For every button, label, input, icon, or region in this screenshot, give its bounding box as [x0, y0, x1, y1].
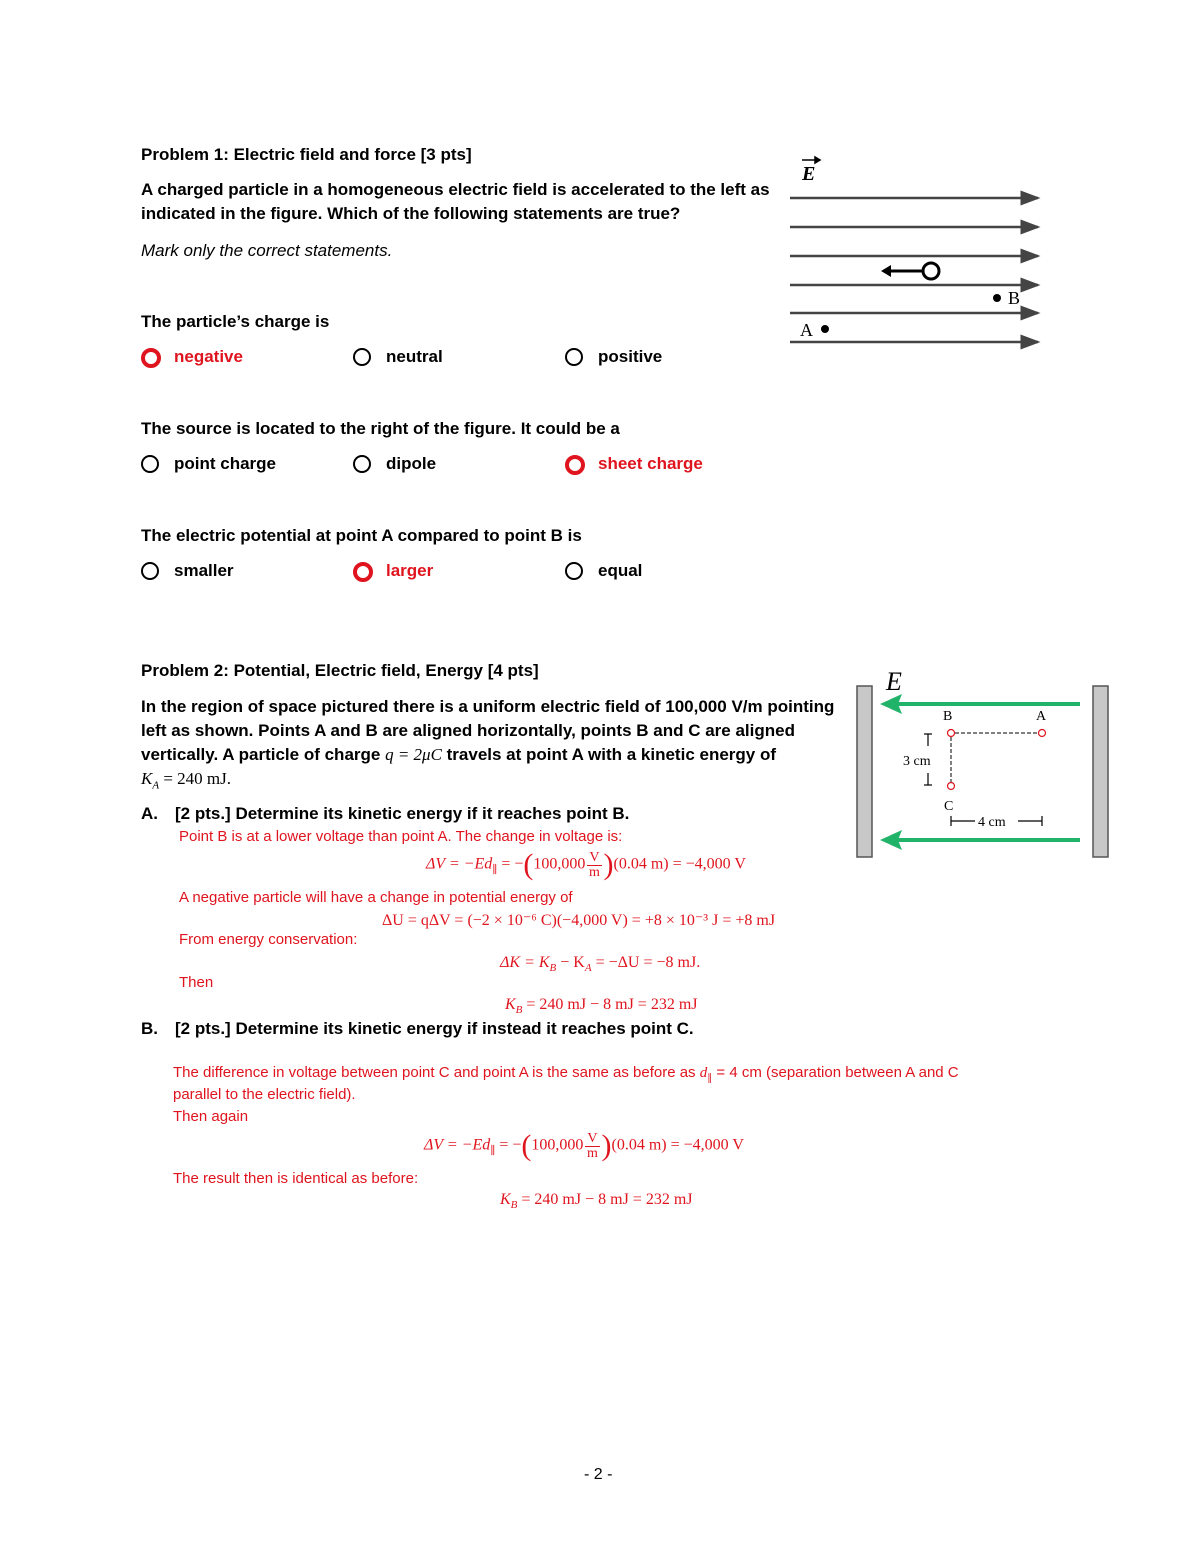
- charge-value: q = 2μC: [385, 745, 442, 764]
- option-dipole[interactable]: dipole: [386, 454, 437, 473]
- partB-eq1: $\Delta V = -Ed_\parallel = -(100,000$ $\frac{V}{m}$ )(0.04 m) = −4,000 V: [424, 1129, 744, 1162]
- partA-label: A.: [141, 804, 158, 823]
- radio-equal[interactable]: [565, 562, 583, 580]
- partB-line2: parallel to the electric field).: [173, 1086, 356, 1103]
- vertical-distance-label: 3 cm: [903, 754, 931, 769]
- problem1-intro-line2: indicated in the figure. Which of the following statements are true?: [141, 204, 681, 223]
- option-positive[interactable]: positive: [598, 347, 663, 366]
- problem2-intro-line2: left as shown. Points A and B are aligned horizontally, points B and C are aligned: [141, 721, 795, 740]
- radio-neutral[interactable]: [353, 348, 371, 366]
- partB-label: B.: [141, 1019, 158, 1038]
- partB-line1: The difference in voltage between point C and point A is the same as before as $d_\parallel = 4$ cm (separation between A and C: [173, 1064, 959, 1084]
- radio-point-charge[interactable]: [141, 455, 159, 473]
- point-b-marker: [948, 730, 955, 737]
- question2-prompt: The source is located to the right of the figure. It could be a: [141, 419, 620, 438]
- problem1-instruction: Mark only the correct statements.: [141, 241, 393, 260]
- partA-eq4: $K_B = 240$ mJ − 8 mJ = 232 mJ: [505, 996, 698, 1017]
- field-label-e: E: [886, 667, 902, 696]
- problem2-intro-line1: In the region of space pictured there is a uniform electric field of 100,000 V/m pointing: [141, 697, 835, 716]
- point-c-marker: [948, 783, 955, 790]
- problem1-field-figure: [780, 150, 1050, 360]
- radio-positive[interactable]: [565, 348, 583, 366]
- problem1-intro-line1: A charged particle in a homogeneous electric field is accelerated to the left as: [141, 180, 770, 199]
- partB-line4: The result then is identical as before:: [173, 1170, 419, 1187]
- particle: [923, 263, 939, 279]
- field-arrow-bottom: [880, 830, 1080, 850]
- radio-smaller[interactable]: [141, 562, 159, 580]
- partA-line4: Then: [179, 974, 214, 991]
- option-sheet-charge[interactable]: sheet charge: [598, 454, 703, 473]
- partB-line3: Then again: [173, 1108, 249, 1125]
- problem2-intro-ke: $K_A = 240$ mJ.: [141, 769, 232, 792]
- question1-prompt: The particle’s charge is: [141, 312, 330, 331]
- partA-line2: A negative particle will have a change in potential energy of: [179, 889, 573, 906]
- point-c-label: C: [944, 799, 954, 814]
- partA-line3: From energy conservation:: [179, 931, 358, 948]
- partB-eq2: $K_B = 240$ mJ − 8 mJ = 232 mJ: [500, 1191, 693, 1212]
- problem2-title: Problem 2: Potential, Electric field, Energy [4 pts]: [141, 661, 539, 680]
- problem2-intro-line3: vertically. A particle of charge q = 2μC travels at point A with a kinetic energy of: [141, 745, 777, 764]
- problem1-title: Problem 1: Electric field and force [3 pts]: [141, 145, 472, 164]
- partA-eq1: $\Delta V = -Ed_\parallel = -(100,000$ $\frac{V}{m}$ )(0.04 m) = −4,000 V: [426, 848, 746, 881]
- partB-question: [2 pts.] Determine its kinetic energy if instead it reaches point C.: [175, 1019, 694, 1038]
- radio-negative[interactable]: [141, 348, 161, 368]
- option-negative[interactable]: negative: [174, 347, 243, 366]
- point-b-label: B: [943, 709, 953, 724]
- field-label-e: E: [802, 163, 816, 185]
- question3-prompt: The electric potential at point A compared to point B is: [141, 526, 582, 545]
- page-number: - 2 -: [584, 1466, 613, 1483]
- radio-dipole[interactable]: [353, 455, 371, 473]
- point-b-dot: [993, 294, 1001, 302]
- radio-sheet-charge[interactable]: [565, 455, 585, 475]
- partA-eq3: $\Delta K = K_B - K_A = -\Delta U = -8$ mJ.: [500, 954, 701, 975]
- option-equal[interactable]: equal: [598, 561, 643, 580]
- partA-question: [2 pts.] Determine its kinetic energy if it reaches point B.: [175, 804, 630, 823]
- particle-with-force-arrow: [881, 263, 939, 279]
- partA-line1: Point B is at a lower voltage than point A. The change in voltage is:: [179, 828, 623, 845]
- option-larger[interactable]: larger: [386, 561, 434, 580]
- field-arrow-top: [880, 694, 1080, 714]
- partA-eq2: ΔU = qΔV = (−2 × 10⁻⁶ C)(−4,000 V) = +8 × 10⁻³ J = +8 mJ: [382, 912, 776, 929]
- point-a-label: A: [800, 320, 813, 340]
- horizontal-distance-label: 4 cm: [978, 815, 1006, 830]
- option-smaller[interactable]: smaller: [174, 561, 234, 580]
- option-point-charge[interactable]: point charge: [174, 454, 277, 473]
- point-a-marker: [1039, 730, 1046, 737]
- right-plate: [1093, 686, 1108, 857]
- point-a-label: A: [1036, 709, 1047, 724]
- point-b-label: B: [1008, 288, 1021, 308]
- radio-larger[interactable]: [353, 562, 373, 582]
- problem2-field-figure: [850, 660, 1120, 865]
- left-plate: [857, 686, 872, 857]
- option-neutral[interactable]: neutral: [386, 347, 443, 366]
- point-a-dot: [821, 325, 829, 333]
